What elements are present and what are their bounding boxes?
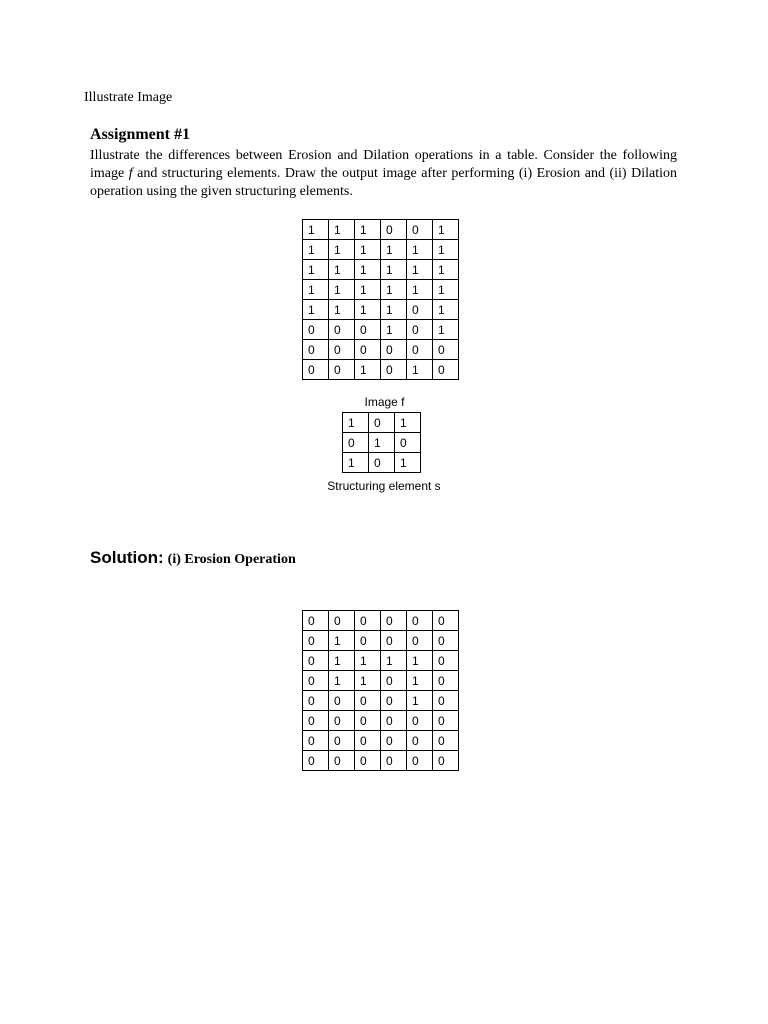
table-cell: 0 — [407, 220, 433, 240]
table-cell: 0 — [303, 340, 329, 360]
table-cell: 1 — [407, 280, 433, 300]
table-cell: 0 — [355, 611, 381, 631]
table-row — [303, 731, 459, 751]
table-cell: 0 — [329, 611, 355, 631]
table-row — [303, 320, 459, 340]
table-cell: 0 — [381, 220, 407, 240]
table-cell: 1 — [355, 220, 381, 240]
table-cell: 0 — [381, 751, 407, 771]
table-row — [343, 433, 421, 453]
table-cell: 1 — [433, 280, 459, 300]
table-cell: 0 — [329, 340, 355, 360]
table-cell: 0 — [433, 711, 459, 731]
table-cell: 0 — [329, 360, 355, 380]
table-cell: 0 — [407, 731, 433, 751]
table-cell: 0 — [433, 631, 459, 651]
table-cell: 0 — [303, 320, 329, 340]
table-cell: 1 — [329, 220, 355, 240]
table-cell: 0 — [381, 691, 407, 711]
table-cell: 0 — [433, 340, 459, 360]
table-cell: 0 — [355, 731, 381, 751]
table-row — [303, 340, 459, 360]
table-cell: 0 — [407, 631, 433, 651]
table-cell: 0 — [433, 360, 459, 380]
instructions-italic-f: f — [128, 166, 133, 181]
table-cell: 0 — [407, 751, 433, 771]
document-header-label: Illustrate Image — [84, 90, 173, 105]
table-cell: 0 — [355, 751, 381, 771]
table-row — [303, 671, 459, 691]
table-row — [303, 631, 459, 651]
table-cell: 0 — [381, 631, 407, 651]
table-cell: 0 — [303, 611, 329, 631]
table-cell: 1 — [343, 413, 369, 433]
table-cell: 1 — [303, 260, 329, 280]
table-row — [343, 413, 421, 433]
table-row — [303, 611, 459, 631]
table-cell: 1 — [407, 360, 433, 380]
table-cell: 0 — [303, 671, 329, 691]
table-row — [303, 220, 459, 240]
table-cell: 0 — [433, 651, 459, 671]
solution-heading — [90, 548, 296, 568]
solution-subtitle: (i) Erosion Operation — [167, 552, 296, 567]
table-cell: 1 — [303, 240, 329, 260]
assignment-title: Assignment #1 — [90, 126, 191, 143]
table-cell: 0 — [355, 320, 381, 340]
table-cell: 0 — [303, 360, 329, 380]
table-cell: 1 — [407, 260, 433, 280]
table-cell: 0 — [381, 360, 407, 380]
table-cell: 1 — [355, 260, 381, 280]
table-cell: 1 — [303, 300, 329, 320]
table-cell: 0 — [381, 671, 407, 691]
table-cell: 0 — [355, 691, 381, 711]
table-row — [303, 651, 459, 671]
table-cell: 0 — [381, 611, 407, 631]
table-cell: 0 — [433, 731, 459, 751]
table-cell: 0 — [407, 320, 433, 340]
table-cell: 0 — [407, 300, 433, 320]
table-cell: 1 — [329, 671, 355, 691]
table-cell: 1 — [381, 320, 407, 340]
table-cell: 1 — [355, 360, 381, 380]
table-cell: 0 — [303, 631, 329, 651]
table-cell: 0 — [369, 413, 395, 433]
table-cell: 0 — [369, 453, 395, 473]
structuring-element-table — [342, 412, 421, 473]
table-cell: 1 — [329, 300, 355, 320]
table-cell: 1 — [355, 671, 381, 691]
table-cell: 1 — [407, 671, 433, 691]
table-cell: 1 — [407, 651, 433, 671]
table-cell: 1 — [433, 260, 459, 280]
table-cell: 0 — [303, 751, 329, 771]
table-cell: 1 — [407, 691, 433, 711]
table-cell: 0 — [381, 731, 407, 751]
table-cell: 1 — [395, 453, 421, 473]
table-cell: 1 — [329, 651, 355, 671]
table-cell: 0 — [355, 711, 381, 731]
table-cell: 1 — [395, 413, 421, 433]
table-cell: 0 — [329, 751, 355, 771]
table-cell: 0 — [329, 711, 355, 731]
table-row — [303, 260, 459, 280]
table-cell: 1 — [355, 300, 381, 320]
table-row — [303, 280, 459, 300]
table-cell: 1 — [303, 220, 329, 240]
table-cell: 0 — [329, 731, 355, 751]
table-cell: 0 — [329, 320, 355, 340]
table-cell: 1 — [381, 651, 407, 671]
table-cell: 0 — [329, 691, 355, 711]
structuring-element-caption: Structuring element s — [327, 479, 441, 493]
table-cell: 1 — [355, 651, 381, 671]
table-cell: 1 — [381, 240, 407, 260]
table-cell: 1 — [329, 631, 355, 651]
assignment-instructions — [90, 147, 677, 201]
table-cell: 1 — [381, 260, 407, 280]
table-cell: 0 — [407, 340, 433, 360]
table-cell: 0 — [355, 631, 381, 651]
table-row — [343, 453, 421, 473]
table-cell: 0 — [407, 611, 433, 631]
table-cell: 1 — [343, 453, 369, 473]
table-cell: 0 — [303, 691, 329, 711]
image-f-caption: Image f — [364, 395, 405, 409]
table-cell: 0 — [343, 433, 369, 453]
table-row — [303, 691, 459, 711]
table-cell: 1 — [433, 240, 459, 260]
table-cell: 1 — [433, 300, 459, 320]
erosion-result-table — [302, 610, 459, 771]
table-cell: 0 — [433, 691, 459, 711]
table-row — [303, 240, 459, 260]
table-cell: 1 — [329, 260, 355, 280]
table-cell: 1 — [329, 240, 355, 260]
table-row — [303, 360, 459, 380]
table-cell: 1 — [407, 240, 433, 260]
table-cell: 1 — [381, 280, 407, 300]
table-cell: 0 — [303, 651, 329, 671]
table-row — [303, 751, 459, 771]
table-cell: 0 — [381, 711, 407, 731]
table-cell: 0 — [303, 711, 329, 731]
table-row — [303, 300, 459, 320]
table-cell: 1 — [303, 280, 329, 300]
table-cell: 1 — [355, 280, 381, 300]
table-cell: 1 — [433, 220, 459, 240]
table-cell: 1 — [369, 433, 395, 453]
table-cell: 0 — [395, 433, 421, 453]
table-cell: 1 — [433, 320, 459, 340]
table-cell: 0 — [303, 731, 329, 751]
table-cell: 0 — [433, 671, 459, 691]
instructions-text-part2: and structuring elements. Draw the output image after performing (i) Erosion and (ii) Dilation operation using the given structuring elements. — [90, 166, 677, 199]
table-cell: 0 — [433, 611, 459, 631]
table-cell: 0 — [433, 751, 459, 771]
table-cell: 0 — [381, 340, 407, 360]
table-cell: 0 — [355, 340, 381, 360]
table-cell: 0 — [407, 711, 433, 731]
solution-label: Solution: — [90, 548, 164, 567]
instructions-text-part1: Illustrate the differences between Erosion and Dilation operations in a table. Consider the following image — [90, 148, 677, 181]
table-row — [303, 711, 459, 731]
image-f-table — [302, 219, 459, 380]
table-cell: 1 — [355, 240, 381, 260]
table-cell: 1 — [329, 280, 355, 300]
table-cell: 1 — [381, 300, 407, 320]
